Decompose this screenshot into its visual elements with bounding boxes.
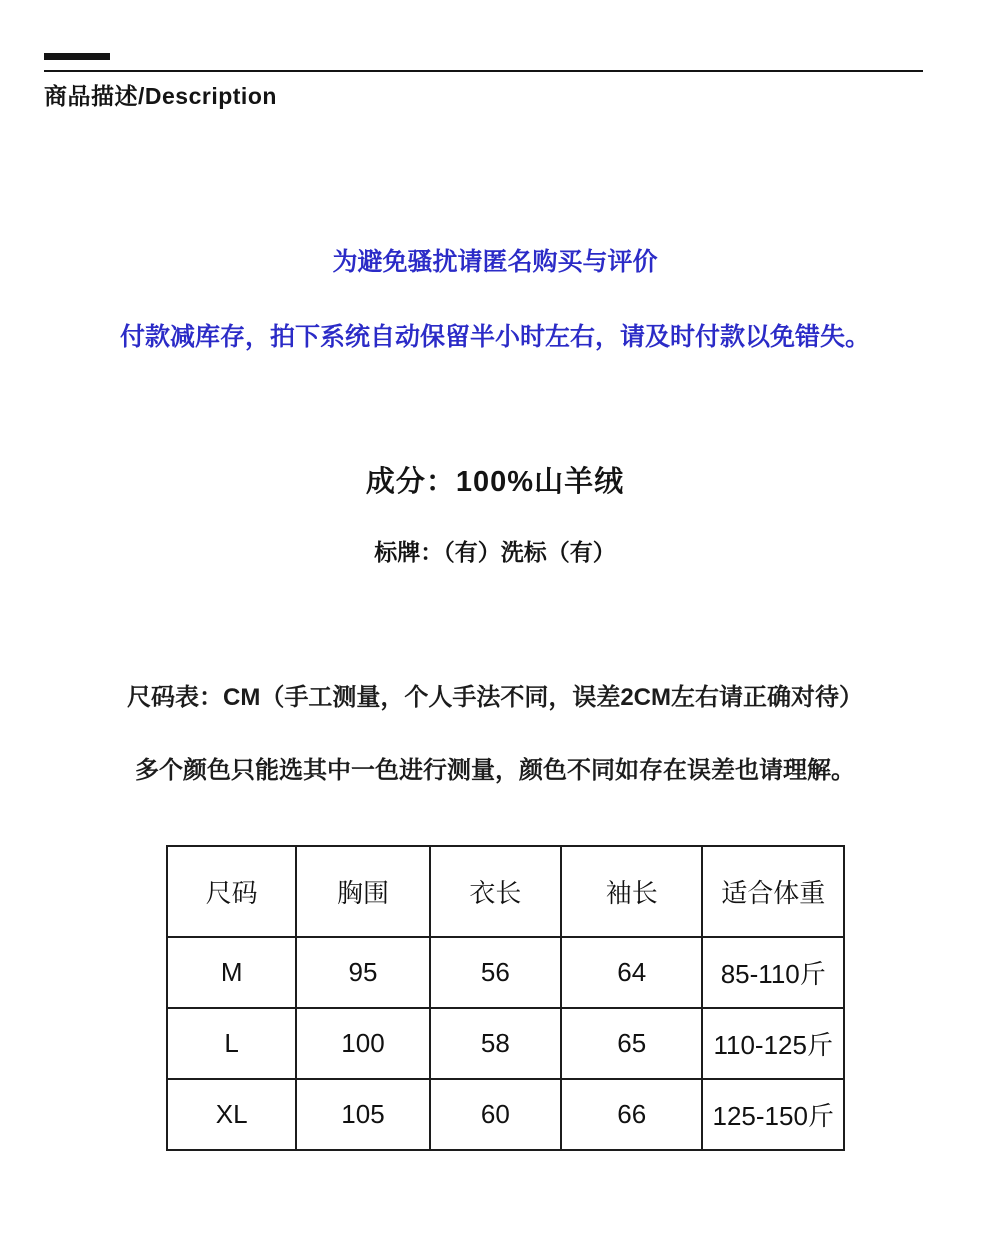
header-garment-length: 衣长 [430,846,561,937]
labels-text: 标牌：（有）洗标（有） [374,539,616,565]
header-divider-line [44,70,923,72]
cell-sleeve-length: 64 [561,937,702,1008]
cell-garment-length: 60 [430,1079,561,1150]
header-accent-dash [44,53,110,60]
size-color-note: 多个颜色只能选其中一色进行测量，颜色不同如存在误差也请理解。 [135,757,855,784]
cell-sleeve-length: 65 [561,1008,702,1079]
table-header-row [167,846,844,937]
cell-chest: 100 [296,1008,429,1079]
header-size: 尺码 [167,846,296,937]
table-row [167,1079,844,1150]
cell-suitable-weight: 85-110斤 [702,937,844,1008]
size-chart-table [166,845,845,1151]
cell-sleeve-length: 66 [561,1079,702,1150]
header-chest: 胸围 [296,846,429,937]
cell-size: L [167,1008,296,1079]
cell-chest: 95 [296,937,429,1008]
cell-chest: 105 [296,1079,429,1150]
cell-suitable-weight: 110-125斤 [702,1008,844,1079]
composition-text: 成分：100%山羊绒 [365,466,625,498]
cell-garment-length: 56 [430,937,561,1008]
anonymous-purchase-notice: 为避免骚扰请匿名购买与评价 [332,248,658,276]
header-suitable-weight: 适合体重 [702,846,844,937]
cell-size: M [167,937,296,1008]
cell-size: XL [167,1079,296,1150]
table-row [167,937,844,1008]
size-measure-note: 尺码表：CM（手工测量，个人手法不同，误差2CM左右请正确对待） [127,684,863,711]
section-title: 商品描述/Description [44,83,277,109]
header-sleeve-length: 袖长 [561,846,702,937]
table-row [167,1008,844,1079]
cell-garment-length: 58 [430,1008,561,1079]
payment-stock-notice: 付款减库存，拍下系统自动保留半小时左右，请及时付款以免错失。 [119,323,870,351]
cell-suitable-weight: 125-150斤 [702,1079,844,1150]
